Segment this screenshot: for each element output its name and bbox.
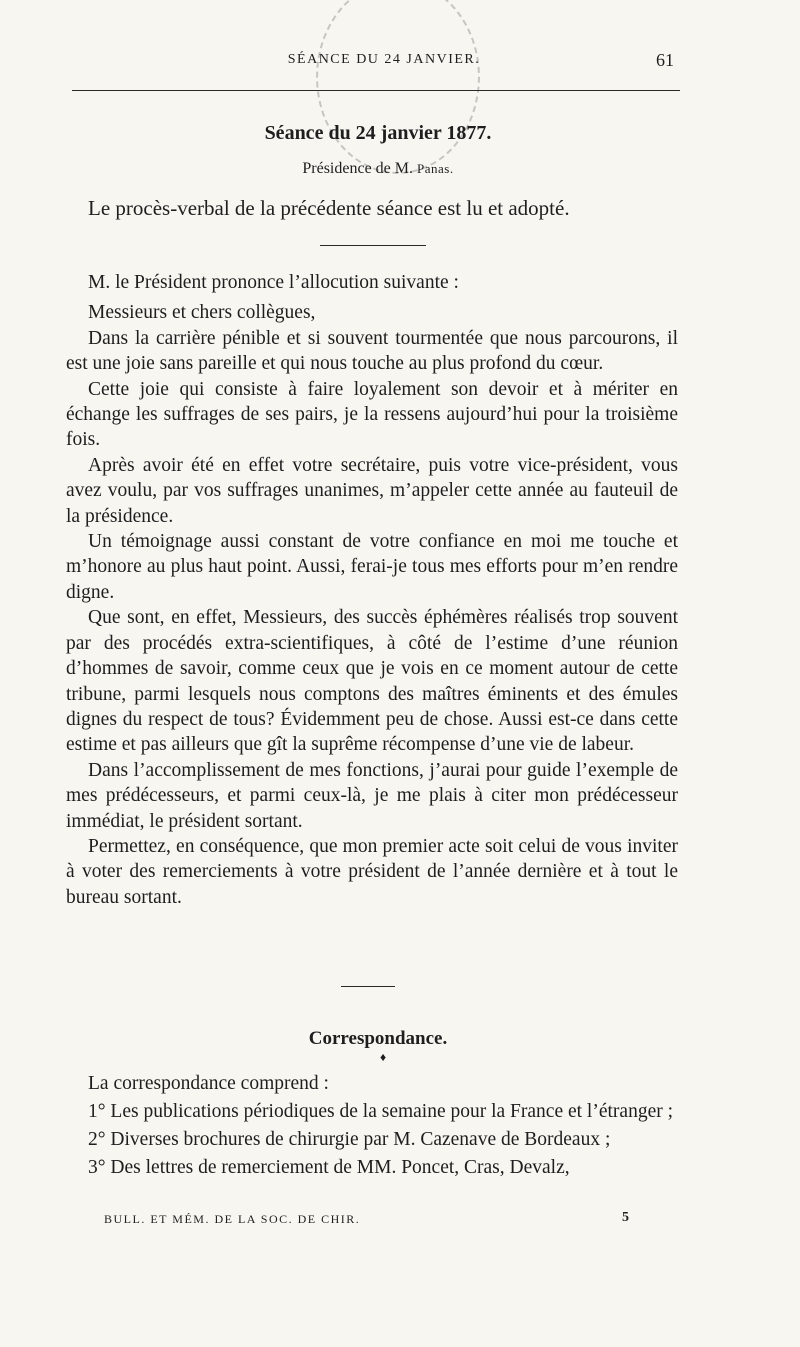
correspondence-item: 3° Des lettres de remerciement de MM. Poncet, Cras, Devalz, bbox=[88, 1157, 570, 1178]
correspondence-item: 1° Les publications périodiques de la semaine pour la France et l’étranger ; bbox=[88, 1101, 674, 1122]
presidence-line bbox=[0, 160, 756, 178]
library-stamp bbox=[316, 0, 480, 174]
speech-paragraph: Un témoignage aussi constant de votre confiance en moi me touche et m’honore au plus haut point. Aussi, ferai-je tous mes efforts pour m’en rendre digne. bbox=[66, 531, 678, 603]
correspondence-item: 2° Diverses brochures de chirurgie par M. Cazenave de Bordeaux ; bbox=[88, 1129, 611, 1150]
speech-paragraph: Dans la carrière pénible et si souvent tourmentée que nous parcourons, il est une joie sans pareille et qui nous touche au plus profond du cœur. bbox=[66, 327, 678, 375]
running-head bbox=[88, 48, 680, 78]
correspondence-title: Correspondance. bbox=[308, 1028, 448, 1049]
speech-salutation: Messieurs et chers collègues, bbox=[88, 302, 316, 324]
speech-intro: M. le Président prononce l’allocution suivante : bbox=[88, 272, 459, 293]
running-title: SÉANCE DU 24 JANVIER. bbox=[287, 52, 481, 67]
session-title: Séance du 24 janvier 1877. bbox=[264, 122, 492, 144]
speech-paragraph: Que sont, en effet, Messieurs, des succès éphémères réalisés trop souvent par des procédés extra-scientifiques, à côté de l’estime d’une réunion d’hommes de savoir, comme ceux que je vois en ce moment autour de cette tribune, parmi lesquels nous comptons des maîtres éminents et des émules dignes du respect de tous? Évidemment peu de chose. Aussi est-ce dans cette estime et pas ailleurs que gît la suprême récompense d’une vie de labeur. bbox=[66, 607, 678, 756]
presidence-label: Présidence de M. bbox=[302, 160, 418, 177]
header-rule bbox=[72, 90, 680, 91]
speech-paragraph: Après avoir été en effet votre secrétaire, puis votre vice-président, vous avez voulu, par vos suffrages unanimes, m’appeler cette année au fauteuil de la présidence. bbox=[66, 454, 678, 527]
section-divider bbox=[320, 245, 426, 246]
footer-text: BULL. ET MÉM. DE LA SOC. DE CHIR. bbox=[104, 1212, 361, 1226]
president-name: Panas. bbox=[417, 161, 454, 176]
speech-paragraph: Cette joie qui consiste à faire loyalement son devoir et à mériter en échange les suffrages de ses pairs, je la ressens aujourd’hui pour la troisième fois. bbox=[66, 378, 678, 451]
section-divider bbox=[341, 986, 395, 987]
ornament-icon: ♦ bbox=[380, 1050, 387, 1064]
speech-paragraph: Dans l’accomplissement de mes fonctions, j’aurai pour guide l’exemple de mes prédécesseurs, et parmi ceux-là, je me plais à citer mon prédécesseur immédiat, le président sortant. bbox=[66, 759, 678, 832]
minutes-adopted: Le procès-verbal de la précédente séance est lu et adopté. bbox=[88, 196, 570, 220]
speech-text bbox=[66, 270, 678, 910]
correspondence-text bbox=[66, 1070, 678, 1182]
signature-mark: 5 bbox=[622, 1210, 629, 1225]
speech-paragraph: Permettez, en conséquence, que mon premier acte soit celui de vous inviter à voter des remerciements à votre président de l’année dernière et à tout le bureau sortant. bbox=[66, 835, 678, 908]
page-number: 61 bbox=[656, 50, 674, 70]
correspondence-intro: La correspondance comprend : bbox=[88, 1073, 329, 1094]
